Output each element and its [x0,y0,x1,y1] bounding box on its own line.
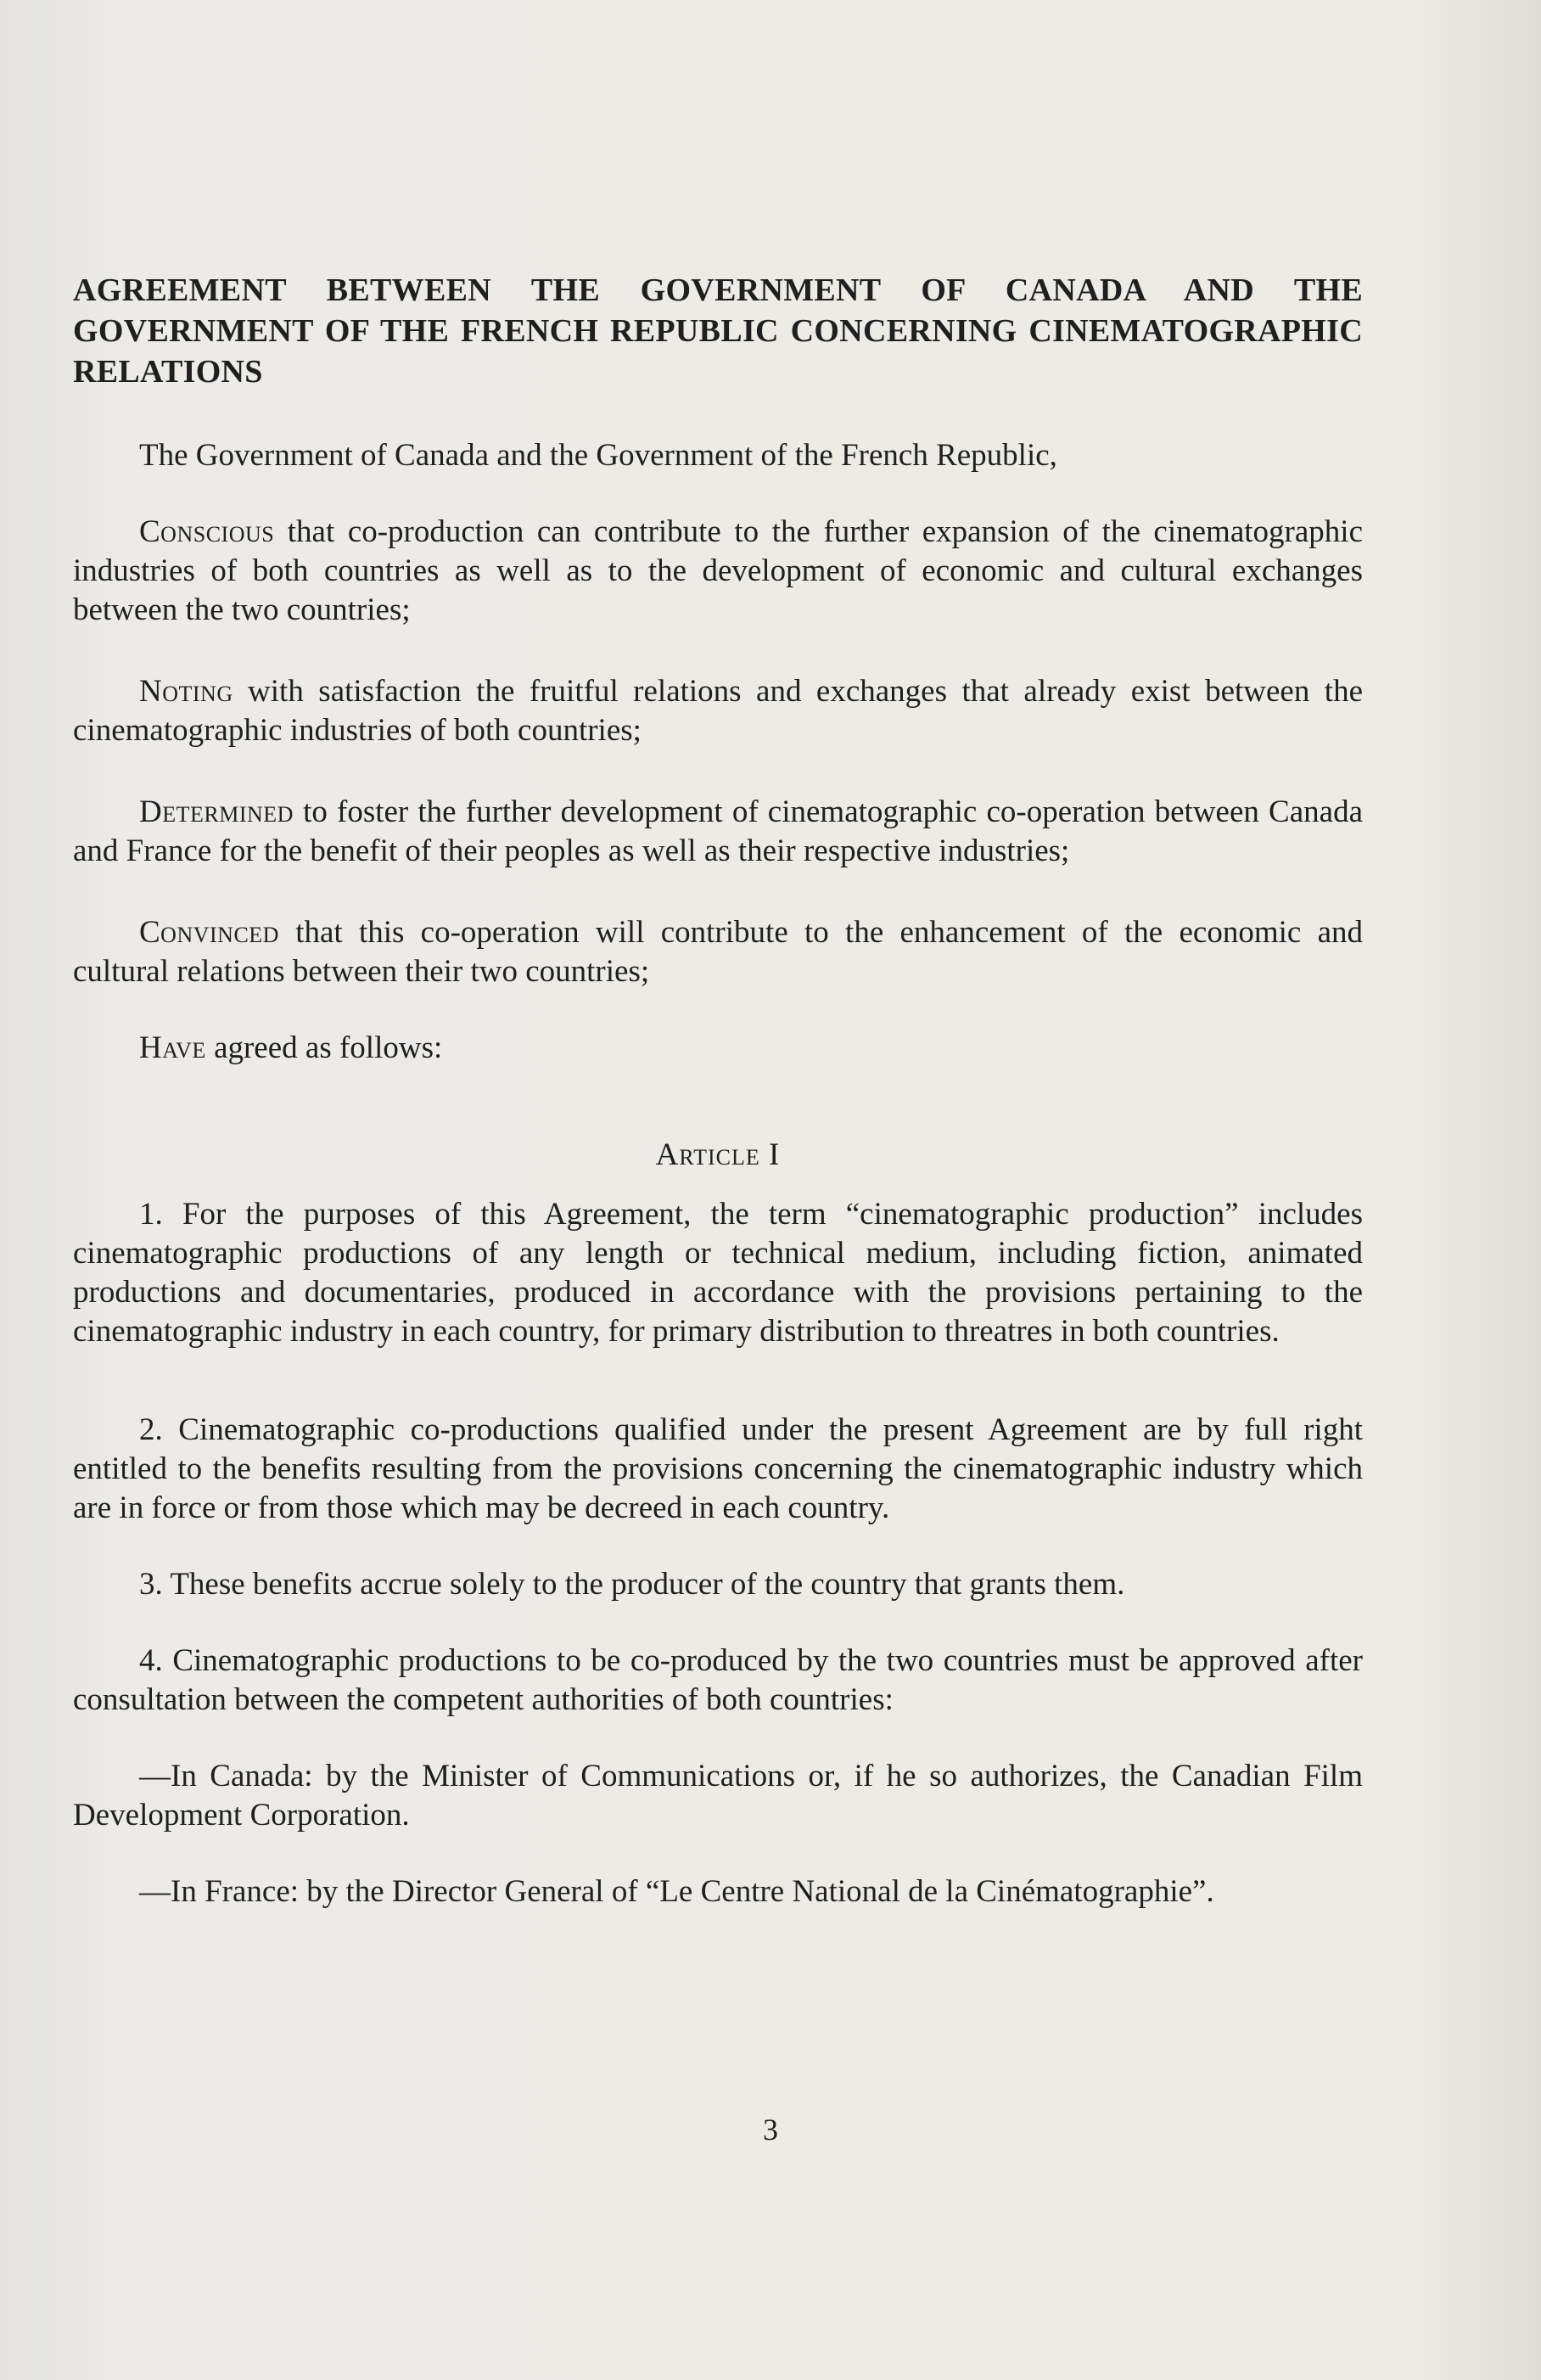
approval-france: —In France: by the Director General of “Le Centre National de la Cinématographie”. [139,1874,1214,1909]
preamble-determined-text: to foster the further development of cinematographic co-operation between Canada and France for the benefit of their peoples as well as their respective industries; [73,794,1363,868]
agreement-title: AGREEMENT BETWEEN THE GOVERNMENT OF CANADA AND THE GOVERNMENT OF THE FRENCH REPUBLIC CONCERNING CINEMATOGRAPHIC RELATIONS [73,272,1363,390]
preamble-determined [73,793,1363,871]
preamble-opening: The Government of Canada and the Government of the French Republic, [139,438,1057,473]
article-paragraph-3: 3. These benefits accrue solely to the producer of the country that grants them. [139,1567,1125,1602]
preamble-have-lead: Have [139,1030,206,1065]
preamble-noting-lead: Noting [139,674,233,709]
preamble-convinced-lead: Convinced [139,915,279,950]
article-paragraph-4: 4. Cinematographic productions to be co-produced by the two countries must be approved after consultation between the competent authorities of both countries: [73,1643,1363,1717]
preamble-convinced [73,913,1363,991]
preamble-conscious [73,513,1363,630]
preamble-have-text: agreed as follows: [205,1030,443,1065]
preamble-have [73,1029,1363,1068]
document-body [73,270,1363,1911]
article-paragraph-2: 2. Cinematographic co-productions qualified under the present Agreement are by full right entitled to the benefits resulting from the provisions concerning the cinematographic industry which are in force or from those which may be decreed in each country. [73,1412,1363,1525]
article-paragraph-1: 1. For the purposes of this Agreement, the term “cinematographic production” includes cinematographic productions of any length or technical medium, including fiction, animated productions and documentaries, produced in accordance with the provisions pertaining to the cinematographic industry in each country, for primary distribution to threatres in both countries. [73,1197,1363,1349]
page-number: 3 [763,2113,778,2147]
preamble-conscious-lead: Conscious [139,514,275,549]
preamble-convinced-text: that this co-operation will contribute to the enhancement of the economic and cultural relations between their two countries; [73,915,1363,989]
preamble-determined-lead: Determined [139,794,294,829]
preamble-noting-text: with satisfaction the fruitful relations and exchanges that already exist between the cinematographic industries of both countries; [73,674,1363,748]
article-heading: Article I [655,1137,781,1172]
approval-canada: —In Canada: by the Minister of Communications or, if he so authorizes, the Canadian Film Development Corporation. [73,1759,1363,1833]
preamble-conscious-text: that co-production can contribute to the further expansion of the cinematographic industries of both countries as well as to the development of economic and cultural exchanges between the two countries; [73,514,1363,627]
preamble-noting [73,672,1363,750]
